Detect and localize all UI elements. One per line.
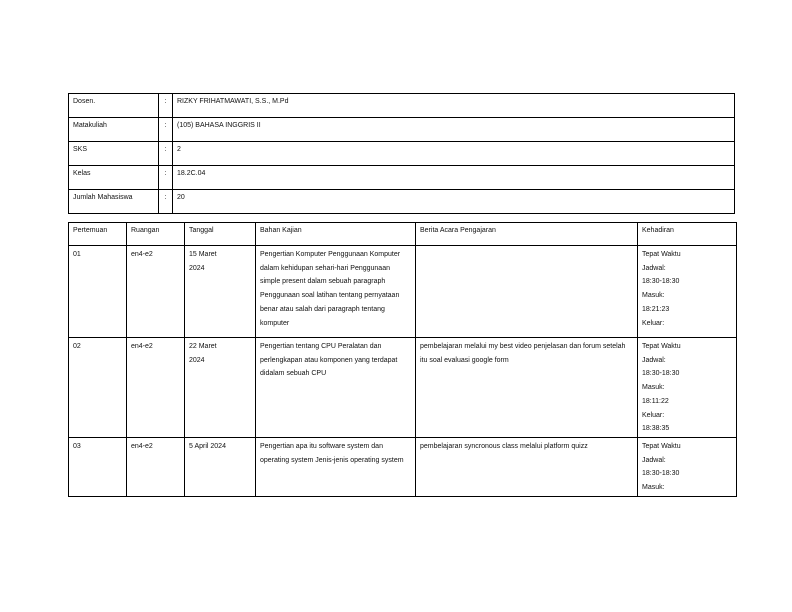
topic-cell: Pengertian apa itu software system dan operating system Jenis-jenis operating system: [256, 437, 416, 496]
info-label: Dosen.: [69, 94, 159, 118]
attendance-cell: Tepat Waktu Jadwal: 18:30-18:30 Masuk: 18:11:22 Keluar: 18:38:35: [638, 338, 737, 438]
info-label: Kelas: [69, 166, 159, 190]
topic-cell: Pengertian tentang CPU Peralatan dan perlengkapan atau komponen yang terdapat didalam sebuah CPU: [256, 338, 416, 438]
info-row-lecturer: [69, 94, 735, 118]
info-label: Jumlah Mahasiswa: [69, 190, 159, 214]
info-separator: :: [159, 166, 173, 190]
info-value: RIZKY FRIHATMAWATI, S.S., M.Pd: [173, 94, 735, 118]
date-cell: 5 April 2024: [185, 437, 256, 496]
header-meeting: Pertemuan: [69, 223, 127, 246]
table-row: [69, 338, 737, 438]
date-cell: 15 Maret 2024: [185, 246, 256, 338]
info-row-credits: [69, 142, 735, 166]
attendance-cell: Tepat Waktu Jadwal: 18:30-18:30 Masuk:: [638, 437, 737, 496]
info-value: (105) BAHASA INGGRIS II: [173, 118, 735, 142]
header-attendance: Kehadiran: [638, 223, 737, 246]
info-separator: :: [159, 142, 173, 166]
info-separator: :: [159, 190, 173, 214]
info-value: 18.2C.04: [173, 166, 735, 190]
info-value: 2: [173, 142, 735, 166]
teaching-schedule-table: [68, 222, 737, 497]
info-label: SKS: [69, 142, 159, 166]
info-separator: :: [159, 94, 173, 118]
date-cell: 22 Maret 2024: [185, 338, 256, 438]
minutes-cell: pembelajaran melalui my best video penjelasan dan forum setelah itu soal evaluasi google form: [416, 338, 638, 438]
minutes-cell: [416, 246, 638, 338]
info-value: 20: [173, 190, 735, 214]
meeting-number: 03: [69, 437, 127, 496]
table-row: [69, 246, 737, 338]
info-separator: :: [159, 118, 173, 142]
header-date: Tanggal: [185, 223, 256, 246]
header-room: Ruangan: [127, 223, 185, 246]
room-cell: en4-e2: [127, 437, 185, 496]
info-row-course: [69, 118, 735, 142]
info-row-class: [69, 166, 735, 190]
topic-cell: Pengertian Komputer Penggunaan Komputer dalam kehidupan sehari-hari Penggunaan simple present dalam sebuah paragraph Penggunaan soal latihan tentang pernyataan benar atau salah dari paragraph tentang komputer: [256, 246, 416, 338]
course-info-table: [68, 93, 735, 214]
minutes-cell: pembelajaran syncronous class melalui platform quizz: [416, 437, 638, 496]
info-label: Matakuliah: [69, 118, 159, 142]
room-cell: en4-e2: [127, 246, 185, 338]
meeting-number: 02: [69, 338, 127, 438]
meeting-number: 01: [69, 246, 127, 338]
attendance-cell: Tepat Waktu Jadwal: 18:30-18:30 Masuk: 18:21:23 Keluar:: [638, 246, 737, 338]
room-cell: en4-e2: [127, 338, 185, 438]
info-row-students: [69, 190, 735, 214]
header-minutes: Berita Acara Pengajaran: [416, 223, 638, 246]
header-topic: Bahan Kajian: [256, 223, 416, 246]
table-row: [69, 437, 737, 496]
schedule-header-row: [69, 223, 737, 246]
